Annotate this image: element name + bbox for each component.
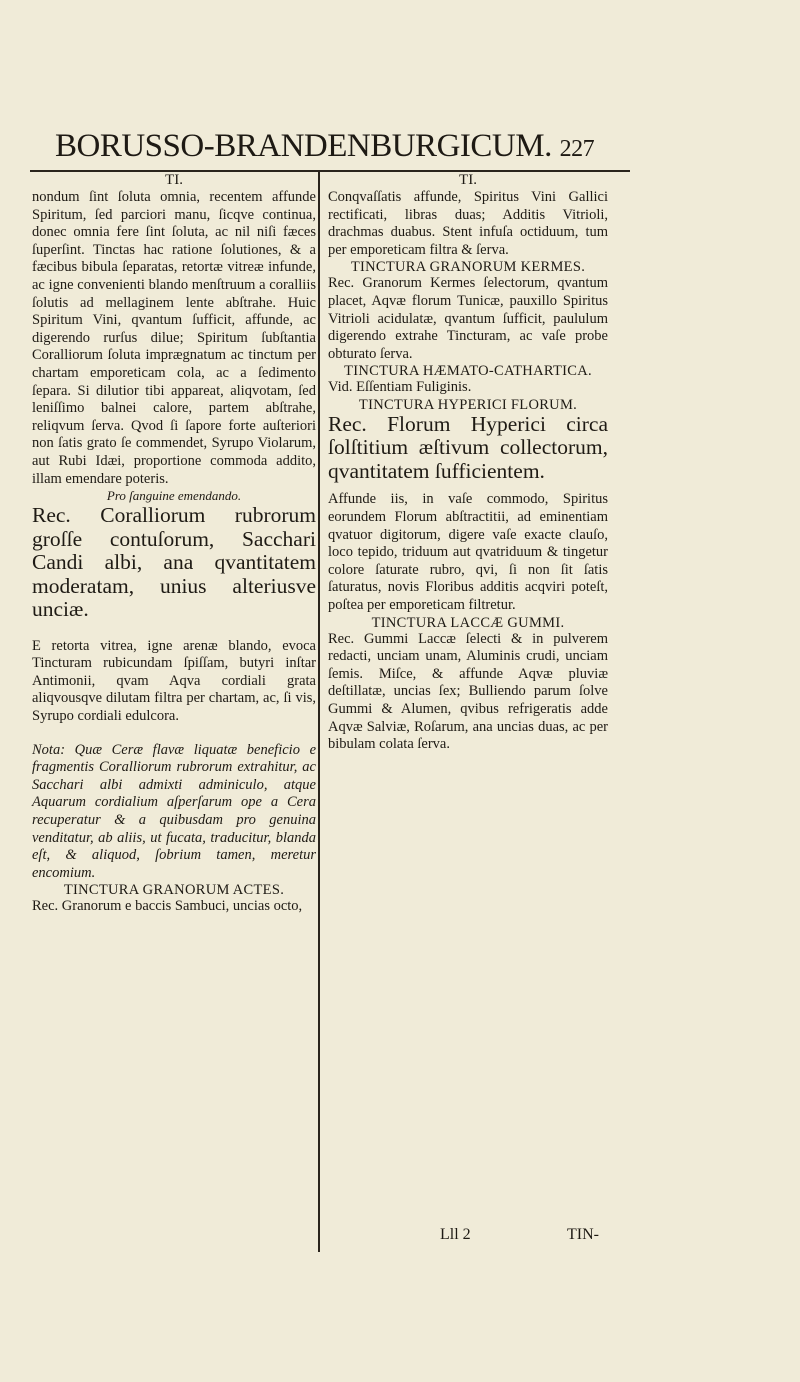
heading-tinctura-actes: TINCTURA GRANORUM ACTES. xyxy=(63,882,285,899)
recipe-actes: Rec. Granorum e baccis Sambuci, uncias octo, xyxy=(32,898,303,915)
heading-tinctura-laccae: TINCTURA LACCÆ GUMMI. xyxy=(371,614,565,631)
page-number: 227 xyxy=(559,136,595,162)
recipe-corallia: Rec. Coralliorum rubrorum groſſe contuſorum, Sacchari Candi albi, ana qvantitatem moderatam, unius alteriusve unciæ. xyxy=(32,503,316,622)
right-paragraph-1: Conqvaſſatis affunde, Spiritus Vini Gallici rectificati, libras duas; Additis Vitrioli, drachmas duabus. Stent infuſa octiduum, tum per emporeticam filtra & ſerva. xyxy=(328,189,608,258)
nota-paragraph: Nota: Quæ Ceræ flavæ liquatæ beneficio e fragmentis Coralliorum rubrorum extrahitur, ac Sacchari albi admixti adminiculo, atque Aquarum cordialium aſperſarum ope a Cera recuperatur & a quibusdam pro genuina venditatur, ab aliis, ut fucata, traducitur, blanda eſt, & aliquod, ſobrium tamen, meretur encomium. xyxy=(32,741,316,881)
right-column xyxy=(328,172,608,754)
right-column-mark: TI. xyxy=(459,172,477,188)
column-divider xyxy=(318,172,320,1252)
heading-tinctura-haemato: TINCTURA HÆMATO-CATHARTICA. xyxy=(344,363,592,380)
recipe-laccae: Rec. Gummi Laccæ ſelecti & in pulverem redacti, unciam unam, Aluminis crudi, unciam ſemis. Miſce, & affunde Aqvæ pluviæ deſtillatæ, uncias ſex; Bulliendo parum ſolve Gummi & Alumen, qvibus refrigeratis adde Aqvæ Salviæ, Roſarum, ana uncias duas, ac per bibulam colata ſerva. xyxy=(328,630,608,753)
catchword: TIN- xyxy=(567,1226,599,1243)
recipe-hyperici: Rec. Florum Hyperici circa ſolſtitium æſtivum collectorum, qvantitatem ſufficientem. xyxy=(328,411,608,483)
heading-tinctura-hyperici: TINCTURA HYPERICI FLORUM. xyxy=(358,396,578,413)
left-paragraph-2: E retorta vitrea, igne arenæ blando, evoca Tincturam rubicundam ſpiſſam, butyri inſtar Antimonii, qvam Aqva cordiali grata aliqvousqve dilutam filtra per chartam, ac, ſi vis, Syrupo cordiali edulcora. xyxy=(32,637,316,724)
header-title: BORUSSO-BRANDENBURGICUM. xyxy=(55,128,552,164)
left-paragraph-1: nondum ſint ſoluta omnia, recentem affunde Spiritum, ſed parciori manu, ſicqve continua, donec omnia fere ſint ſoluta, ac nil niſi fæces ſuperſint. Tinctas hac ratione ſolutiones, & a fæcibus bibula ſeparatas, retortæ vitreæ infunde, ac igne convenienti blando menſtruum a coralliis ſolutis ad mellaginem lente abſtrahe. Huic Spiritum Vini, qvantum ſufficit, affunde, ac digerendo rurſus dilue; Spiritum ſubſtantia Coralliorum ſoluta imprægnatum ac tinctum per chartam emporeticam cola, ac a ſedimento ſepara. Si dilutior tibi appareat, aliqvotam, ſed leniſſimo balnei calore, partem abſtrahe, reliqvum ſerva. Qvod ſi ſapore forte auſteriori non ſatis grato ſe commendet, Syrupo Violarum, aut Rubi Idæi, proportione commoda addito, illam emendare poteris. xyxy=(32,189,316,487)
left-column-mark: TI. xyxy=(165,172,183,188)
heading-tinctura-kermes: TINCTURA GRANORUM KERMES. xyxy=(350,259,586,276)
recipe-kermes: Rec. Granorum Kermes ſelectorum, qvantum placet, Aqvæ florum Tunicæ, pauxillo Spiritus Vitrioli acidulatæ, qvantum ſufficit, paululum digerendo extrahe Tincturam, ac vaſe probe obturato ſerva. xyxy=(328,275,608,362)
left-column xyxy=(32,172,316,916)
subhead-pro-sanguine: Pro ſanguine emendando. xyxy=(106,488,242,504)
hyperici-instructions: Affunde iis, in vaſe commodo, Spiritus eorundem Florum abſtractitii, ad eminentiam qvatuor digitorum, digere vaſe exacte clauſo, loco tepido, triduum aut qvatriduum & tingetur colore ſaturate rubro, qvi, ſi non ſit ſatis ſaturatus, novis Floribus additis acqviri poteſt, poſtea per emporeticam filtretur. xyxy=(328,491,608,613)
running-header xyxy=(55,128,625,165)
signature-mark: Lll 2 xyxy=(440,1226,471,1243)
reference-fuliginis: Vid. Eſſentiam Fuliginis. xyxy=(328,379,472,396)
